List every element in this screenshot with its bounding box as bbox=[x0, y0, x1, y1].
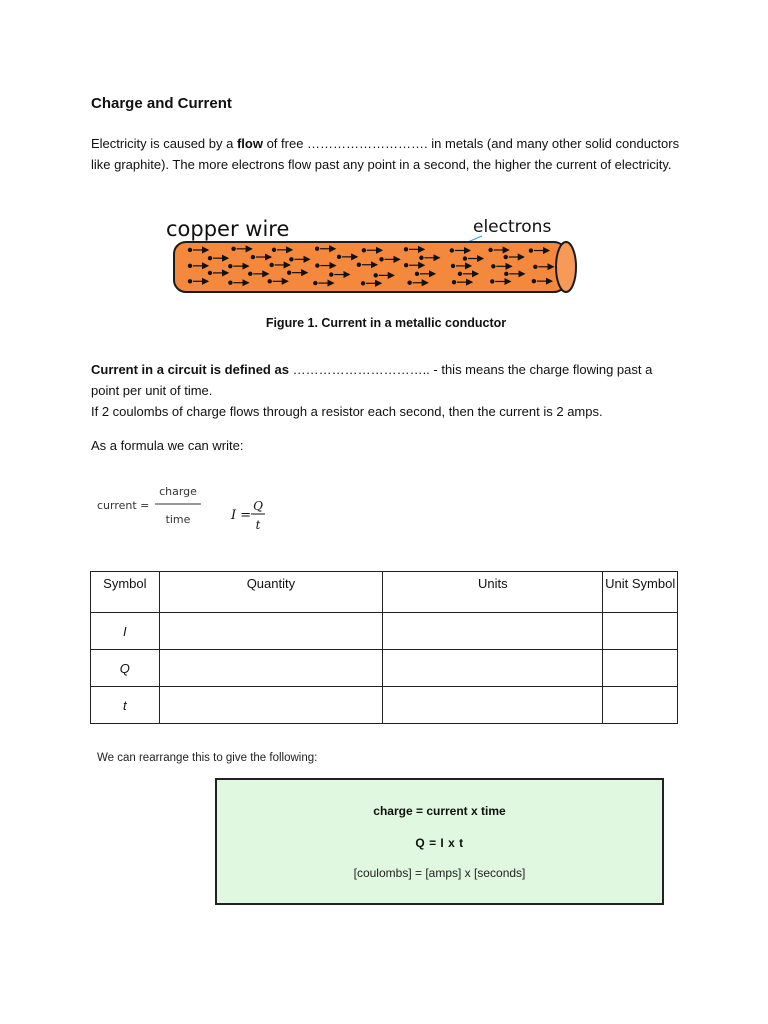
electron-dot bbox=[357, 263, 361, 267]
intro-text-rest: of free ………………………. in metals (and many other solid conductors like graphite). The more electrons flow past any point in a second, the higher the current of electricity. bbox=[91, 136, 680, 172]
intro-text-start: Electricity is caused by a bbox=[91, 136, 237, 151]
electron-dot bbox=[208, 256, 212, 260]
electron-dot bbox=[463, 256, 467, 260]
current-formula bbox=[95, 478, 295, 538]
electron-dot bbox=[361, 281, 365, 285]
row-units[interactable] bbox=[383, 613, 603, 650]
definition-text-bold: Current in a circuit is defined as bbox=[91, 362, 289, 377]
row-unit-symbol[interactable] bbox=[603, 687, 678, 724]
electron-dot bbox=[379, 257, 383, 261]
definition-example: If 2 coulombs of charge flows through a resistor each second, then the current is 2 amps. bbox=[91, 404, 603, 419]
electron-dot bbox=[491, 264, 495, 268]
header-symbol: Symbol bbox=[91, 572, 160, 613]
electron-dot bbox=[451, 264, 455, 268]
row-unit-symbol[interactable] bbox=[603, 650, 678, 687]
intro-text-bold: flow bbox=[236, 136, 263, 151]
electron-dot bbox=[269, 263, 273, 267]
formula-intro: As a formula we can write: bbox=[91, 438, 244, 453]
figure-caption: Figure 1. Current in a metallic conductor bbox=[265, 316, 507, 330]
row-symbol: t bbox=[91, 687, 160, 724]
electron-dot bbox=[208, 271, 212, 275]
electron-dot bbox=[228, 281, 232, 285]
formula-numerator: charge bbox=[159, 485, 197, 498]
header-unit-symbol: Unit Symbol bbox=[603, 572, 678, 613]
definition-text-rest: ………………………….. - this means the charge flowing past a point per unit of time. bbox=[91, 362, 653, 398]
electron-dot bbox=[504, 255, 508, 259]
electron-dot bbox=[532, 279, 536, 283]
header-units: Units bbox=[383, 572, 603, 613]
electron-dot bbox=[452, 280, 456, 284]
box-line-units: [coulombs] = [amps] x [seconds] bbox=[353, 866, 526, 880]
electron-dot bbox=[251, 255, 255, 259]
row-quantity[interactable] bbox=[159, 687, 382, 724]
table-row bbox=[91, 613, 678, 650]
table-header-row bbox=[91, 572, 678, 613]
row-unit-symbol[interactable] bbox=[603, 613, 678, 650]
row-symbol: Q bbox=[91, 650, 160, 687]
electron-dot bbox=[419, 256, 423, 260]
electron-dot bbox=[267, 279, 271, 283]
rearranged-formula-box bbox=[215, 778, 664, 905]
electrons-label: electrons bbox=[473, 217, 552, 237]
copper-wire-figure bbox=[160, 210, 590, 310]
electron-dot bbox=[228, 264, 232, 268]
definition-paragraph bbox=[91, 359, 681, 422]
electron-dot bbox=[490, 279, 494, 283]
electron-dot bbox=[415, 272, 419, 276]
table-row bbox=[91, 687, 678, 724]
symbolic-lhs: I = bbox=[231, 508, 252, 523]
electron-dot bbox=[529, 248, 533, 252]
rearrange-intro: We can rearrange this to give the following: bbox=[97, 752, 318, 764]
electron-dot bbox=[450, 248, 454, 252]
box-line-symbols: Q = I x t bbox=[415, 836, 464, 850]
electron-dot bbox=[404, 247, 408, 251]
section-heading: Charge and Current bbox=[91, 95, 232, 112]
electron-dot bbox=[488, 248, 492, 252]
electron-dot bbox=[188, 279, 192, 283]
electron-dot bbox=[188, 264, 192, 268]
electron-dot bbox=[458, 272, 462, 276]
electron-dot bbox=[313, 281, 317, 285]
box-line-words: charge = current x time bbox=[373, 804, 506, 818]
electron-dot bbox=[272, 248, 276, 252]
quantities-table bbox=[90, 571, 678, 724]
electron-dot bbox=[315, 263, 319, 267]
electron-dot bbox=[231, 247, 235, 251]
electron-dot bbox=[329, 272, 333, 276]
symbolic-numerator: Q bbox=[253, 499, 263, 513]
electron-dot bbox=[289, 257, 293, 261]
row-quantity[interactable] bbox=[159, 613, 382, 650]
header-quantity: Quantity bbox=[159, 572, 382, 613]
electron-dot bbox=[362, 248, 366, 252]
intro-paragraph bbox=[91, 133, 681, 175]
formula-lhs: current = bbox=[97, 499, 150, 512]
symbolic-denominator: t bbox=[255, 518, 261, 532]
electron-dot bbox=[337, 255, 341, 259]
row-symbol: I bbox=[91, 613, 160, 650]
row-units[interactable] bbox=[383, 650, 603, 687]
electron-dot bbox=[315, 247, 319, 251]
electron-dot bbox=[407, 281, 411, 285]
electron-dot bbox=[188, 248, 192, 252]
copper-wire-label: copper wire bbox=[166, 217, 290, 241]
electron-dot bbox=[404, 263, 408, 267]
table-row bbox=[91, 650, 678, 687]
electron-dot bbox=[287, 270, 291, 274]
electron-dot bbox=[533, 265, 537, 269]
wire-end bbox=[556, 242, 576, 292]
electron-dot bbox=[374, 273, 378, 277]
electron-dot bbox=[504, 272, 508, 276]
row-quantity[interactable] bbox=[159, 650, 382, 687]
electron-dot bbox=[248, 272, 252, 276]
formula-denominator: time bbox=[165, 513, 191, 526]
row-units[interactable] bbox=[383, 687, 603, 724]
